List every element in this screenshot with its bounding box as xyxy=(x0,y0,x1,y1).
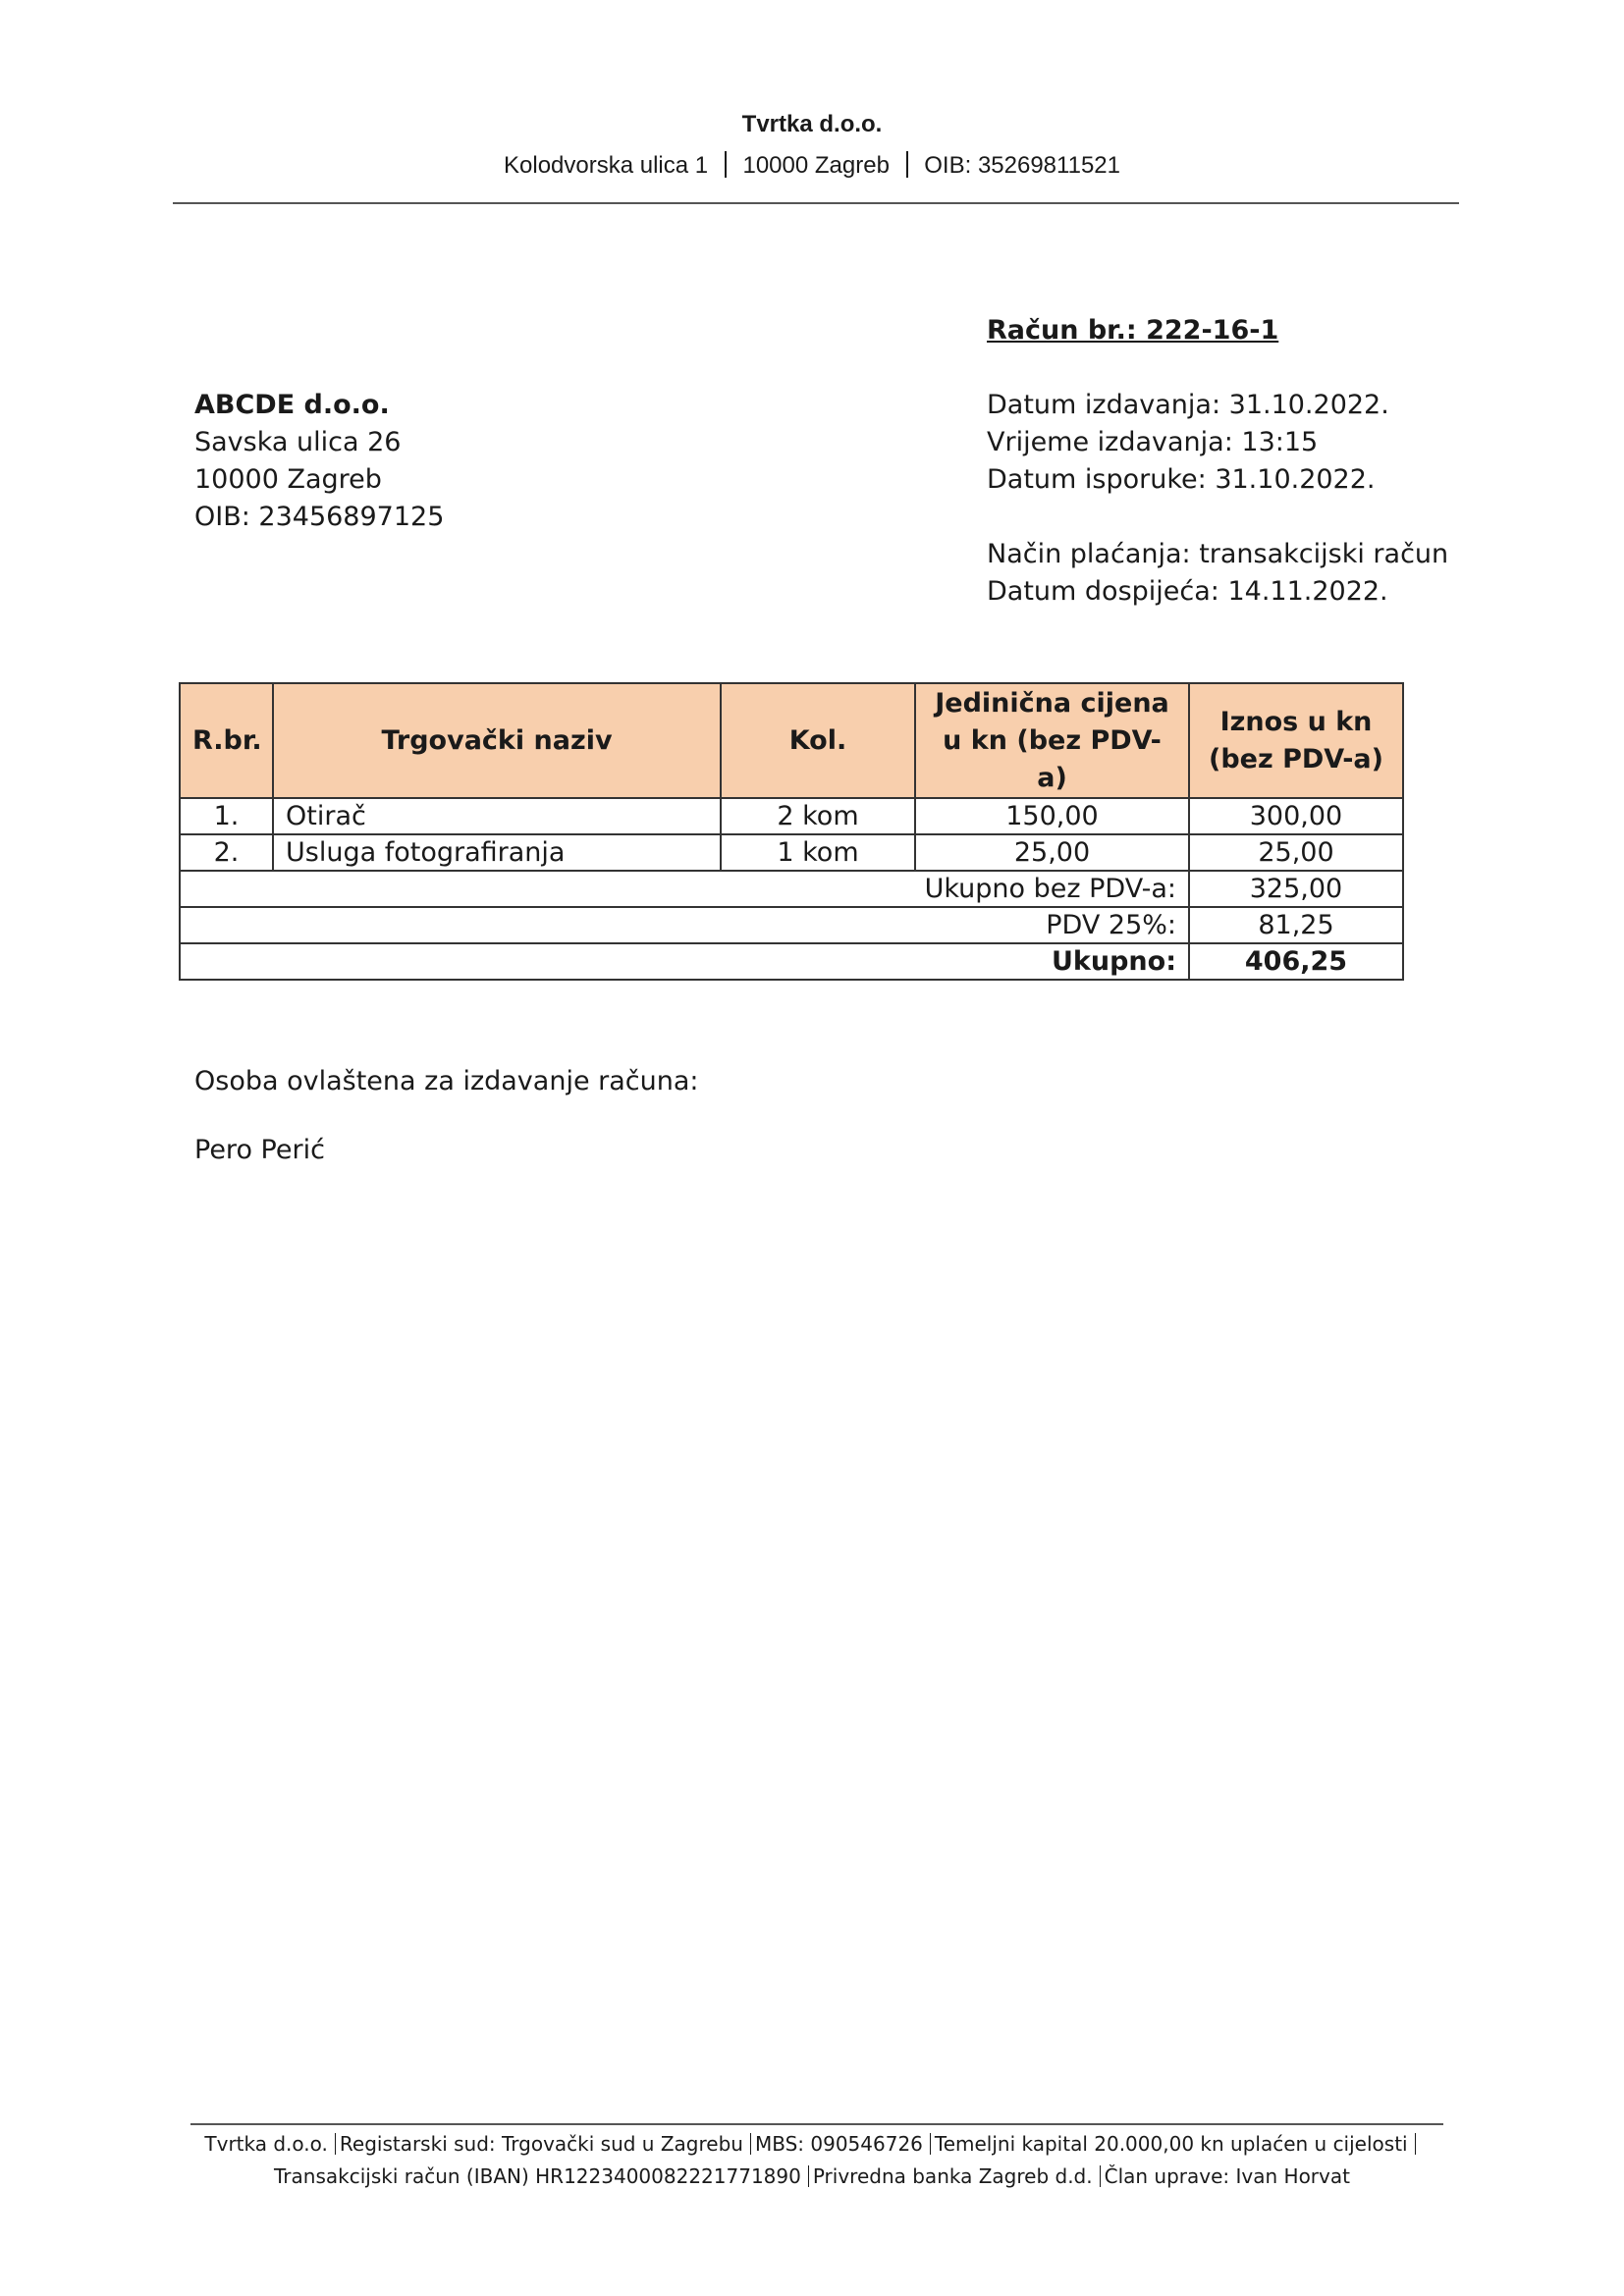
subtotal-label: Ukupno bez PDV-a: xyxy=(180,871,1189,907)
subtotal-value: 325,00 xyxy=(1189,871,1403,907)
footer-account: Transakcijski račun (IBAN) HR1223400082221771890 xyxy=(274,2164,801,2188)
header-cijena: Jedinična cijena u kn (bez PDV-a) xyxy=(915,683,1189,798)
issuer-oib: OIB: 35269811521 xyxy=(924,152,1120,179)
separator xyxy=(808,2165,809,2187)
header-naziv: Trgovački naziv xyxy=(273,683,721,798)
invoice-info xyxy=(987,312,1448,611)
row-naziv: Otirač xyxy=(273,798,721,834)
separator xyxy=(750,2133,751,2155)
signature-label: Osoba ovlaštena za izdavanje računa: xyxy=(194,1066,699,1096)
separator xyxy=(930,2133,931,2155)
signature-name: Pero Perić xyxy=(194,1135,325,1165)
issue-date: Datum izdavanja: 31.10.2022. xyxy=(987,390,1389,420)
table-header-row xyxy=(180,683,1403,798)
invoice-number: Račun br.: 222-16-1 xyxy=(987,315,1279,346)
footer-company: Tvrtka d.o.o. xyxy=(204,2132,328,2156)
header-divider xyxy=(173,202,1459,204)
header-kol: Kol. xyxy=(721,683,915,798)
issuer-details xyxy=(0,151,1624,181)
delivery-date: Datum isporuke: 31.10.2022. xyxy=(987,464,1376,495)
issue-time: Vrijeme izdavanja: 13:15 xyxy=(987,427,1319,457)
row-iznos: 300,00 xyxy=(1189,798,1403,834)
total-value: 406,25 xyxy=(1189,943,1403,980)
buyer-name: ABCDE d.o.o. xyxy=(194,390,390,420)
footer-divider xyxy=(190,2123,1443,2125)
row-kol: 2 kom xyxy=(721,798,915,834)
due-date: Datum dospijeća: 14.11.2022. xyxy=(987,576,1388,607)
header-iznos: Iznos u kn (bez PDV-a) xyxy=(1189,683,1403,798)
buyer-block xyxy=(194,387,444,536)
issuer-name: Tvrtka d.o.o. xyxy=(741,111,883,137)
total-row xyxy=(180,943,1403,980)
page-header xyxy=(0,108,1624,181)
header-rbr: R.br. xyxy=(180,683,273,798)
row-rbr: 2. xyxy=(180,834,273,871)
footer-court: Registarski sud: Trgovački sud u Zagrebu xyxy=(339,2132,743,2156)
row-cijena: 150,00 xyxy=(915,798,1189,834)
table-row xyxy=(180,798,1403,834)
row-iznos: 25,00 xyxy=(1189,834,1403,871)
items-table xyxy=(179,682,1404,981)
vat-label: PDV 25%: xyxy=(180,907,1189,943)
page-footer xyxy=(157,2128,1467,2193)
footer-bank: Privredna banka Zagreb d.d. xyxy=(812,2164,1093,2188)
subtotal-row xyxy=(180,871,1403,907)
total-label: Ukupno: xyxy=(180,943,1189,980)
table-row xyxy=(180,834,1403,871)
separator xyxy=(725,151,727,178)
separator xyxy=(335,2133,336,2155)
buyer-street: Savska ulica 26 xyxy=(194,427,402,457)
issuer-city: 10000 Zagreb xyxy=(742,152,890,179)
payment-method: Način plaćanja: transakcijski račun xyxy=(987,539,1449,569)
row-cijena: 25,00 xyxy=(915,834,1189,871)
vat-row xyxy=(180,907,1403,943)
signature-block xyxy=(194,1063,699,1169)
spacer xyxy=(987,499,1448,536)
vat-value: 81,25 xyxy=(1189,907,1403,943)
separator xyxy=(906,151,908,178)
footer-board: Član uprave: Ivan Horvat xyxy=(1104,2164,1350,2188)
separator xyxy=(1415,2133,1416,2155)
buyer-city: 10000 Zagreb xyxy=(194,464,382,495)
buyer-oib: OIB: 23456897125 xyxy=(194,502,445,532)
row-kol: 1 kom xyxy=(721,834,915,871)
row-naziv: Usluga fotografiranja xyxy=(273,834,721,871)
footer-mbs: MBS: 090546726 xyxy=(754,2132,923,2156)
row-rbr: 1. xyxy=(180,798,273,834)
footer-capital: Temeljni kapital 20.000,00 kn uplaćen u cijelosti xyxy=(934,2132,1408,2156)
separator xyxy=(1100,2165,1101,2187)
issuer-address: Kolodvorska ulica 1 xyxy=(504,152,709,179)
